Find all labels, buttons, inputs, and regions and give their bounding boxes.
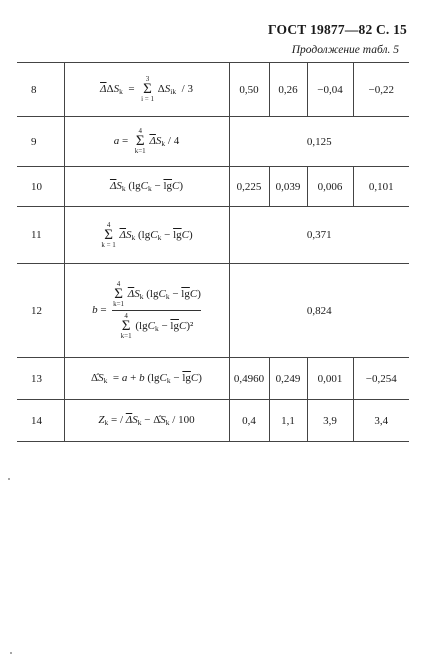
- table-row: [17, 264, 409, 358]
- row-number: 11: [17, 207, 64, 264]
- formula-cell: $\overline{\Delta}\Delta S_k$ = 3 Σ i = 1 $\Delta S_{ik} / 3$: [64, 63, 229, 117]
- value-cell: 0,4960: [229, 358, 269, 400]
- formula-cell: a = 4 Σ k=1 $\overline{\Delta}S_k / 4$: [64, 117, 229, 167]
- value-cell: 0,26: [269, 63, 307, 117]
- table-row: [17, 400, 409, 442]
- table-row: [17, 117, 409, 167]
- scan-dot: [10, 652, 12, 654]
- value-cell: 0,4: [229, 400, 269, 442]
- value-cell: −0,22: [353, 63, 409, 117]
- value-cell: 0,006: [307, 167, 353, 207]
- value-cell: 0,50: [229, 63, 269, 117]
- row-number: 8: [17, 63, 64, 117]
- value-cell: −0,254: [353, 358, 409, 400]
- value-cell: 0,249: [269, 358, 307, 400]
- row-number: 13: [17, 358, 64, 400]
- formula-cell: $\overline{\Delta}S_k$ $(\lg C_k - \overline{lg}C)$: [64, 167, 229, 207]
- table-row: [17, 358, 409, 400]
- table-row: [17, 63, 409, 117]
- value-cell: 1,1: [269, 400, 307, 442]
- row-number: 12: [17, 264, 64, 358]
- merged-value-cell: 0,824: [229, 264, 409, 358]
- row-number: 9: [17, 117, 64, 167]
- value-cell: 0,001: [307, 358, 353, 400]
- value-cell: 0,039: [269, 167, 307, 207]
- formula-cell: $Z_k$ = / $\overline{\Delta}S_k$ − $\DeltâS_k / 100$: [64, 400, 229, 442]
- row-number: 10: [17, 167, 64, 207]
- data-table: [17, 62, 409, 442]
- page-header: ГОСТ 19877—82 С. 15: [268, 22, 407, 37]
- table-continuation-label: Продолжение табл. 5: [291, 44, 399, 56]
- value-cell: 3,4: [353, 400, 409, 442]
- formula-cell: 4 Σ k = 1 $\overline{\Delta}S_k$ $(\lg C_k - \overline{lg}C)$: [64, 207, 229, 264]
- table-row: [17, 167, 409, 207]
- formula-cell: b = 4 Σ k=1 $\overline{\Delta}S_k$ $(\lg C_k - \overline{lg}C)$ 4 Σ k=1 $(\lg C_k - \overline{lg}C)^2$: [64, 264, 229, 358]
- value-cell: 0,101: [353, 167, 409, 207]
- formula-cell: $\DeltâS_k = a + b$ $(\lg C_k - \overline{lg}C)$: [64, 358, 229, 400]
- row-number: 14: [17, 400, 64, 442]
- merged-value-cell: 0,125: [229, 117, 409, 167]
- table-row: [17, 207, 409, 264]
- scan-dot: [8, 478, 10, 480]
- merged-value-cell: 0,371: [229, 207, 409, 264]
- value-cell: 0,225: [229, 167, 269, 207]
- value-cell: 3,9: [307, 400, 353, 442]
- value-cell: −0,04: [307, 63, 353, 117]
